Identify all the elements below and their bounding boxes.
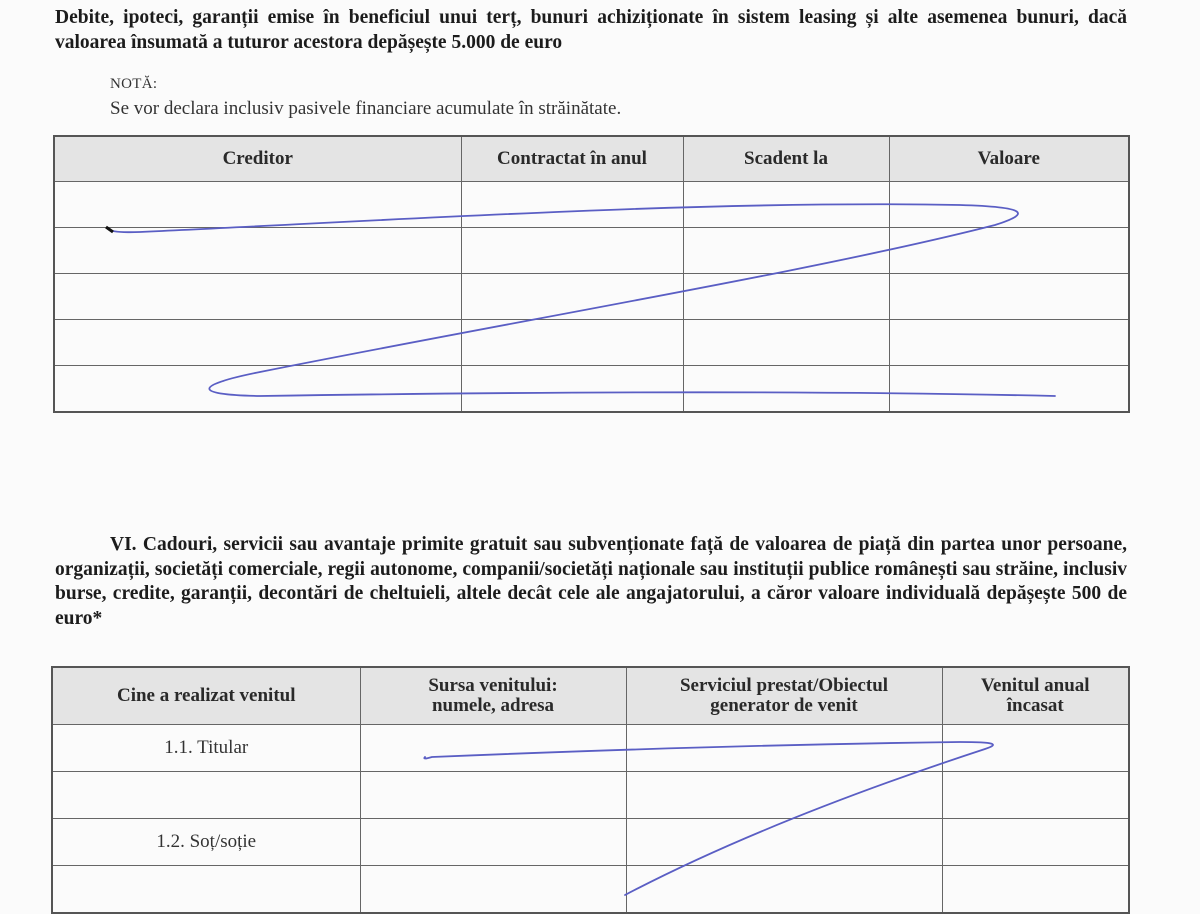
table-cell xyxy=(683,228,889,274)
table-cell xyxy=(360,772,626,819)
table-cell xyxy=(461,320,683,366)
table-cell xyxy=(461,182,683,228)
table-cell xyxy=(626,819,942,866)
column-header-contracted-year: Contractat în anul xyxy=(461,136,683,182)
table-cell xyxy=(54,366,461,413)
table-row xyxy=(54,228,1129,274)
table-cell xyxy=(52,772,360,819)
table-row xyxy=(54,182,1129,228)
table-row xyxy=(52,725,1129,772)
table-cell xyxy=(942,772,1129,819)
table-cell xyxy=(360,819,626,866)
column-header-service-line1: Serviciul prestat/Obiectul xyxy=(679,675,889,696)
column-header-income-line2: încasat xyxy=(1006,695,1064,716)
table-row xyxy=(54,320,1129,366)
table-cell xyxy=(942,866,1129,914)
table-cell xyxy=(683,320,889,366)
table-row xyxy=(54,274,1129,320)
table-cell xyxy=(626,866,942,914)
table-cell xyxy=(54,274,461,320)
section-debts-heading: Debite, ipoteci, garanții emise în beneficiul unui terț, bunuri achiziționate în sistem leasing și alte asemenea bunuri, dacă valoarea însumată a tuturor acestora depășește 5.000 de euro xyxy=(55,7,1127,53)
table-cell xyxy=(889,228,1129,274)
column-header-income xyxy=(942,667,1129,725)
table-cell xyxy=(54,228,461,274)
table-cell xyxy=(360,866,626,914)
table-cell xyxy=(54,182,461,228)
column-header-service-line2: generator de venit xyxy=(710,695,858,716)
table-cell xyxy=(683,366,889,413)
table-row xyxy=(52,772,1129,819)
section-gifts-heading: VI. Cadouri, servicii sau avantaje primite gratuit sau subvenționate față de valoarea de piață din partea unor persoane, organizații, societăți comerciale, regii autonome, companii/societăți naționale sau instituții publice românești sau străine, inclusiv burse, credite, garanții, decontări de cheltuieli, altele decât cele ale angajatorului, a căror valoare individuală depășește 500 de euro* xyxy=(55,534,1127,629)
table-cell xyxy=(626,772,942,819)
table-header-row xyxy=(54,136,1129,182)
column-header-due-date: Scadent la xyxy=(683,136,889,182)
column-header-who xyxy=(52,667,360,725)
table-row xyxy=(52,819,1129,866)
table-cell xyxy=(52,866,360,914)
row-label-spouse: 1.2. Soț/soție xyxy=(52,819,360,866)
column-header-source-line1: Sursa venitului: xyxy=(428,675,558,696)
debts-table xyxy=(53,135,1130,413)
column-header-source xyxy=(360,667,626,725)
table-cell xyxy=(889,320,1129,366)
table-cell xyxy=(683,182,889,228)
table-row xyxy=(52,866,1129,914)
gifts-table xyxy=(51,666,1130,914)
table-cell xyxy=(683,274,889,320)
table-row xyxy=(54,366,1129,413)
table-cell xyxy=(889,182,1129,228)
table-cell xyxy=(461,366,683,413)
table-cell xyxy=(54,320,461,366)
table-cell xyxy=(942,819,1129,866)
column-header-creditor: Creditor xyxy=(54,136,461,182)
table-cell xyxy=(461,228,683,274)
column-header-source-line2: numele, adresa xyxy=(431,695,555,716)
column-header-who-label: Cine a realizat venitul xyxy=(116,685,296,706)
column-header-service xyxy=(626,667,942,725)
note-text: Se vor declara inclusiv pasivele financiare acumulate în străinătate. xyxy=(110,98,622,119)
row-label-titular: 1.1. Titular xyxy=(52,725,360,772)
column-header-value: Valoare xyxy=(889,136,1129,182)
table-header-row xyxy=(52,667,1129,725)
column-header-income-line1: Venitul anual xyxy=(980,675,1090,696)
table-cell xyxy=(626,725,942,772)
table-cell xyxy=(360,725,626,772)
table-cell xyxy=(942,725,1129,772)
table-cell xyxy=(889,274,1129,320)
table-cell xyxy=(461,274,683,320)
note-label: NOTĂ: xyxy=(110,76,158,92)
table-cell xyxy=(889,366,1129,413)
